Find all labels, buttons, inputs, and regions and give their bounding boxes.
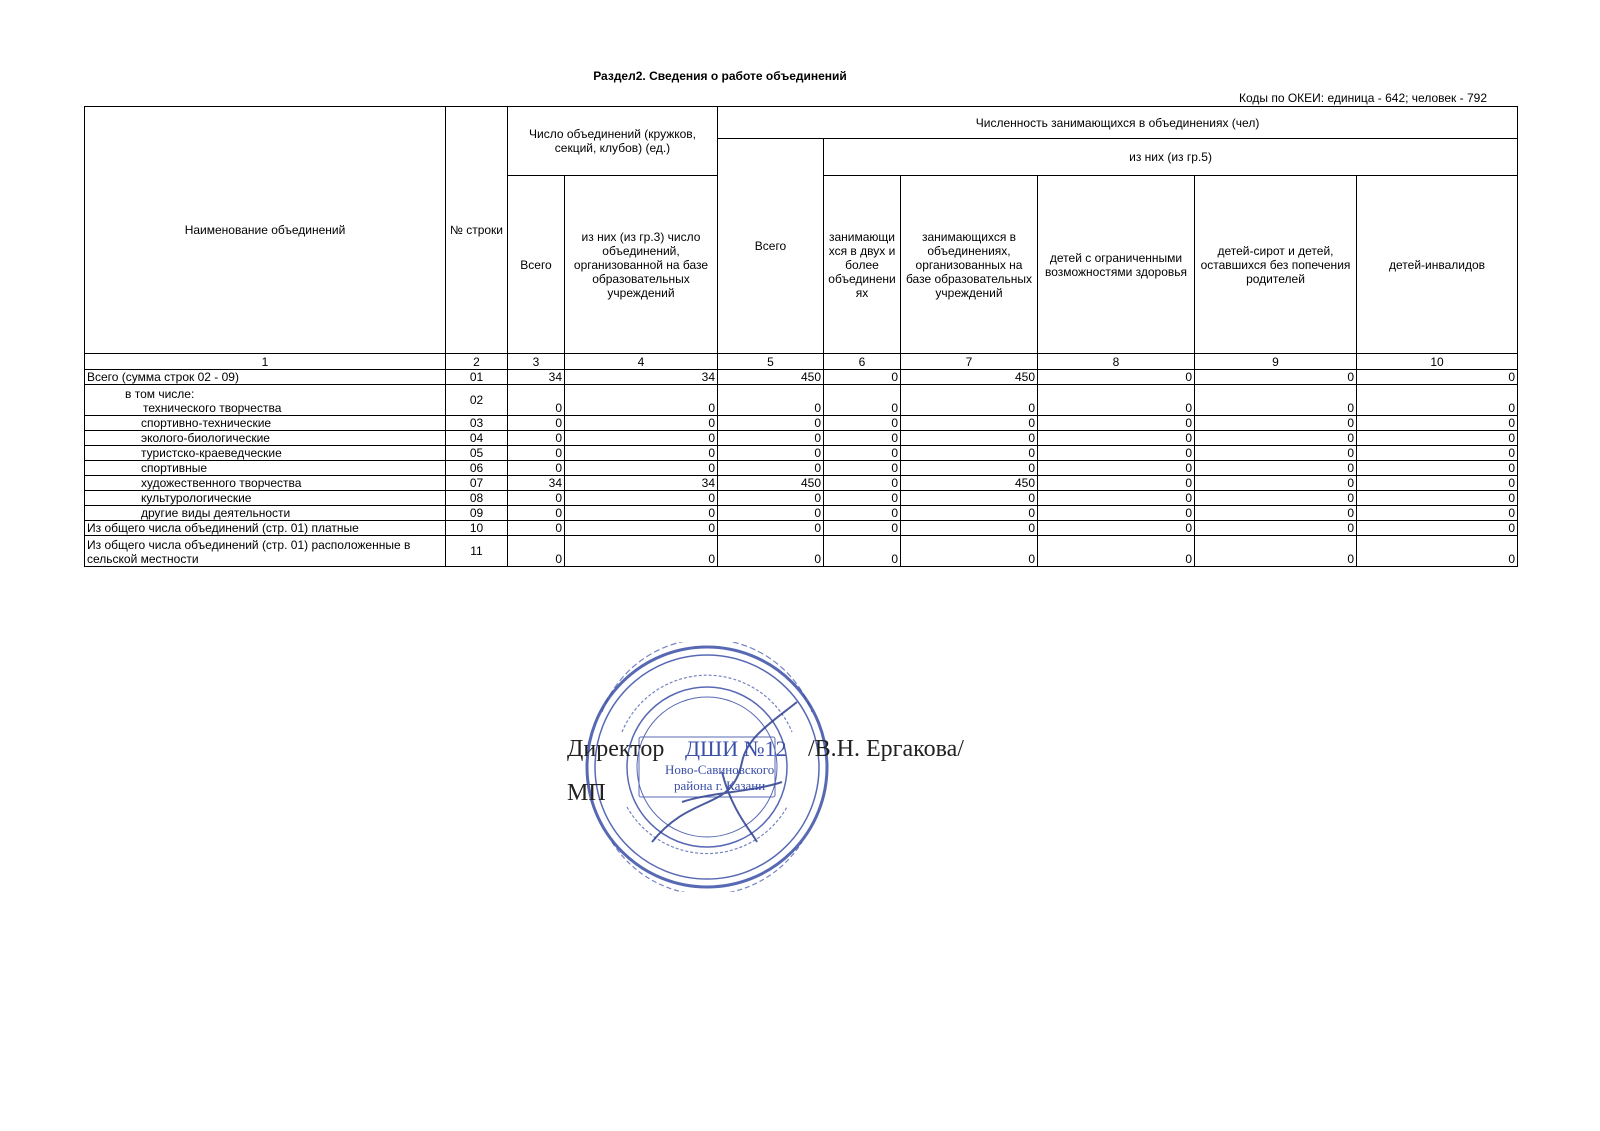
associations-table: [84, 106, 1518, 567]
cell-value: 450: [718, 476, 824, 491]
row-code: 09: [446, 506, 508, 521]
row-name: эколого-биологические: [85, 431, 446, 446]
table-row: [85, 521, 1518, 536]
row-name: спортивно-технические: [85, 416, 446, 431]
cell-value: 34: [565, 370, 718, 385]
cell-value: 0: [824, 385, 901, 416]
cell-value: 0: [1038, 506, 1195, 521]
column-number: 9: [1195, 354, 1357, 370]
cell-value: 0: [824, 536, 901, 567]
header-enrolled: Численность занимающихся в объединениях (чел): [718, 107, 1518, 139]
header-total-3: Всего: [508, 176, 565, 354]
row-code: 08: [446, 491, 508, 506]
cell-value: 0: [1038, 521, 1195, 536]
cell-value: 0: [1357, 370, 1518, 385]
header-of-them-g3: из них (из гр.3) число объединений, организованной на базе образовательных учреждений: [565, 176, 718, 354]
cell-value: 0: [565, 491, 718, 506]
cell-value: 34: [508, 370, 565, 385]
row-name-line1: Из общего числа объединений (стр. 01) расположенные в: [87, 538, 411, 552]
cell-value: 0: [824, 521, 901, 536]
column-number: 2: [446, 354, 508, 370]
cell-value: 0: [508, 385, 565, 416]
signature-block: [555, 640, 1005, 910]
row-name: спортивные: [85, 461, 446, 476]
cell-value: 0: [1357, 491, 1518, 506]
cell-value: 0: [565, 506, 718, 521]
cell-value: 0: [565, 521, 718, 536]
cell-value: 0: [1357, 536, 1518, 567]
cell-value: 0: [824, 446, 901, 461]
cell-value: 0: [824, 491, 901, 506]
cell-value: 0: [1357, 506, 1518, 521]
stamp-center-line-1: Ново-Савиновского: [665, 762, 775, 777]
table-row: [85, 446, 1518, 461]
row-code: 03: [446, 416, 508, 431]
column-number: 3: [508, 354, 565, 370]
header-edu-based: занимающихся в объединениях, организованных на базе образовательных учреждений: [901, 176, 1038, 354]
cell-value: 0: [1195, 461, 1357, 476]
cell-value: 0: [1357, 521, 1518, 536]
cell-value: 0: [565, 416, 718, 431]
cell-value: 0: [1195, 416, 1357, 431]
cell-value: 0: [1195, 370, 1357, 385]
cell-value: 0: [1357, 446, 1518, 461]
cell-value: 0: [718, 521, 824, 536]
column-number: 6: [824, 354, 901, 370]
table-row: [85, 461, 1518, 476]
column-number: 10: [1357, 354, 1518, 370]
cell-value: 0: [824, 461, 901, 476]
section-title: Раздел2. Сведения о работе объединений: [593, 69, 847, 83]
cell-value: 0: [565, 446, 718, 461]
stamp-center-line-2: района г. Казани: [674, 778, 766, 793]
cell-value: 0: [565, 385, 718, 416]
header-orphans: детей-сирот и детей, оставшихся без попечения родителей: [1195, 176, 1357, 354]
table-row: [85, 476, 1518, 491]
cell-value: 0: [901, 536, 1038, 567]
row-name-prefix: в том числе:: [125, 387, 195, 401]
cell-value: 0: [1195, 476, 1357, 491]
cell-value: 0: [901, 521, 1038, 536]
cell-value: 0: [718, 431, 824, 446]
cell-value: 0: [1038, 431, 1195, 446]
table-row: [85, 431, 1518, 446]
cell-value: 0: [1038, 476, 1195, 491]
header-name: Наименование объединений: [85, 107, 446, 354]
row-name: Всего (сумма строк 02 - 09): [85, 370, 446, 385]
header-total-5: Всего: [718, 139, 824, 354]
cell-value: 0: [901, 431, 1038, 446]
cell-value: 0: [508, 491, 565, 506]
stamp-center-title: ДШИ №12: [685, 736, 787, 761]
cell-value: 0: [508, 446, 565, 461]
row-code: 06: [446, 461, 508, 476]
row-code: 02: [446, 385, 508, 416]
cell-value: 0: [1038, 416, 1195, 431]
cell-value: 0: [1038, 461, 1195, 476]
cell-value: 0: [901, 446, 1038, 461]
row-name: другие виды деятельности: [85, 506, 446, 521]
column-number: 1: [85, 354, 446, 370]
cell-value: 0: [824, 476, 901, 491]
table-row: [85, 370, 1518, 385]
row-code: 01: [446, 370, 508, 385]
row-name: Из общего числа объединений (стр. 01) платные: [85, 521, 446, 536]
cell-value: 0: [1038, 491, 1195, 506]
row-name-main: технического творчества: [143, 401, 282, 415]
cell-value: 0: [1357, 476, 1518, 491]
row-code: 04: [446, 431, 508, 446]
cell-value: 0: [824, 506, 901, 521]
row-name: культурологические: [85, 491, 446, 506]
cell-value: 0: [718, 506, 824, 521]
cell-value: 450: [901, 370, 1038, 385]
cell-value: 0: [1195, 536, 1357, 567]
row-code: 05: [446, 446, 508, 461]
cell-value: 0: [824, 416, 901, 431]
column-number: 4: [565, 354, 718, 370]
cell-value: 0: [824, 431, 901, 446]
cell-value: 0: [718, 446, 824, 461]
cell-value: 34: [508, 476, 565, 491]
cell-value: 0: [1357, 461, 1518, 476]
cell-value: 0: [508, 506, 565, 521]
cell-value: 0: [1195, 521, 1357, 536]
cell-value: 0: [508, 461, 565, 476]
cell-value: 0: [508, 521, 565, 536]
table-row: [85, 491, 1518, 506]
cell-value: 0: [565, 461, 718, 476]
cell-value: 0: [1195, 446, 1357, 461]
seal-place-label: МП: [567, 780, 606, 806]
cell-value: 0: [718, 536, 824, 567]
cell-value: 0: [1038, 536, 1195, 567]
cell-value: 0: [901, 491, 1038, 506]
cell-value: 0: [1357, 431, 1518, 446]
header-disabled-limited: детей с ограниченными возможностями здоровья: [1038, 176, 1195, 354]
cell-value: 0: [1038, 385, 1195, 416]
row-name: туристско-краеведческие: [85, 446, 446, 461]
header-disabled-children: детей-инвалидов: [1357, 176, 1518, 354]
cell-value: 450: [718, 370, 824, 385]
column-number: 5: [718, 354, 824, 370]
cell-value: 0: [1195, 385, 1357, 416]
cell-value: 0: [508, 431, 565, 446]
cell-value: 0: [901, 385, 1038, 416]
cell-value: 0: [718, 461, 824, 476]
cell-value: 0: [1357, 416, 1518, 431]
cell-value: 0: [1038, 446, 1195, 461]
director-name: /В.Н. Ергакова/: [808, 736, 964, 762]
okei-codes: Коды по ОКЕИ: единица - 642; человек - 792: [1238, 91, 1487, 105]
cell-value: 0: [718, 385, 824, 416]
cell-value: 0: [508, 536, 565, 567]
cell-value: 0: [1195, 491, 1357, 506]
cell-value: 34: [565, 476, 718, 491]
director-label: Директор: [567, 736, 665, 762]
cell-value: 0: [565, 536, 718, 567]
column-number: 8: [1038, 354, 1195, 370]
row-code: 07: [446, 476, 508, 491]
cell-value: 0: [1038, 370, 1195, 385]
row-name: художественного творчества: [85, 476, 446, 491]
header-groups-count: Число объединений (кружков, секций, клубов) (ед.): [508, 107, 718, 176]
cell-value: 0: [1357, 385, 1518, 416]
row-name-line2: сельской местности: [87, 552, 199, 566]
cell-value: 0: [1195, 506, 1357, 521]
row-code: 10: [446, 521, 508, 536]
row-name: [85, 536, 446, 567]
cell-value: 0: [1195, 431, 1357, 446]
cell-value: 0: [901, 416, 1038, 431]
cell-value: 0: [901, 506, 1038, 521]
table-row: [85, 385, 1518, 416]
cell-value: 0: [718, 416, 824, 431]
cell-value: 0: [718, 491, 824, 506]
cell-value: 450: [901, 476, 1038, 491]
cell-value: 0: [508, 416, 565, 431]
column-number: 7: [901, 354, 1038, 370]
cell-value: 0: [901, 461, 1038, 476]
table-row: [85, 536, 1518, 567]
table-row: [85, 416, 1518, 431]
cell-value: 0: [824, 370, 901, 385]
cell-value: 0: [565, 431, 718, 446]
table-row: [85, 506, 1518, 521]
row-code: 11: [446, 536, 508, 567]
header-two-or-more: занимающи хся в двух и более объединени ях: [824, 176, 901, 354]
header-of-them-g5: из них (из гр.5): [824, 139, 1518, 176]
column-number-row: [85, 354, 1518, 370]
header-row-no: № строки: [446, 107, 508, 354]
row-name: [85, 385, 446, 416]
